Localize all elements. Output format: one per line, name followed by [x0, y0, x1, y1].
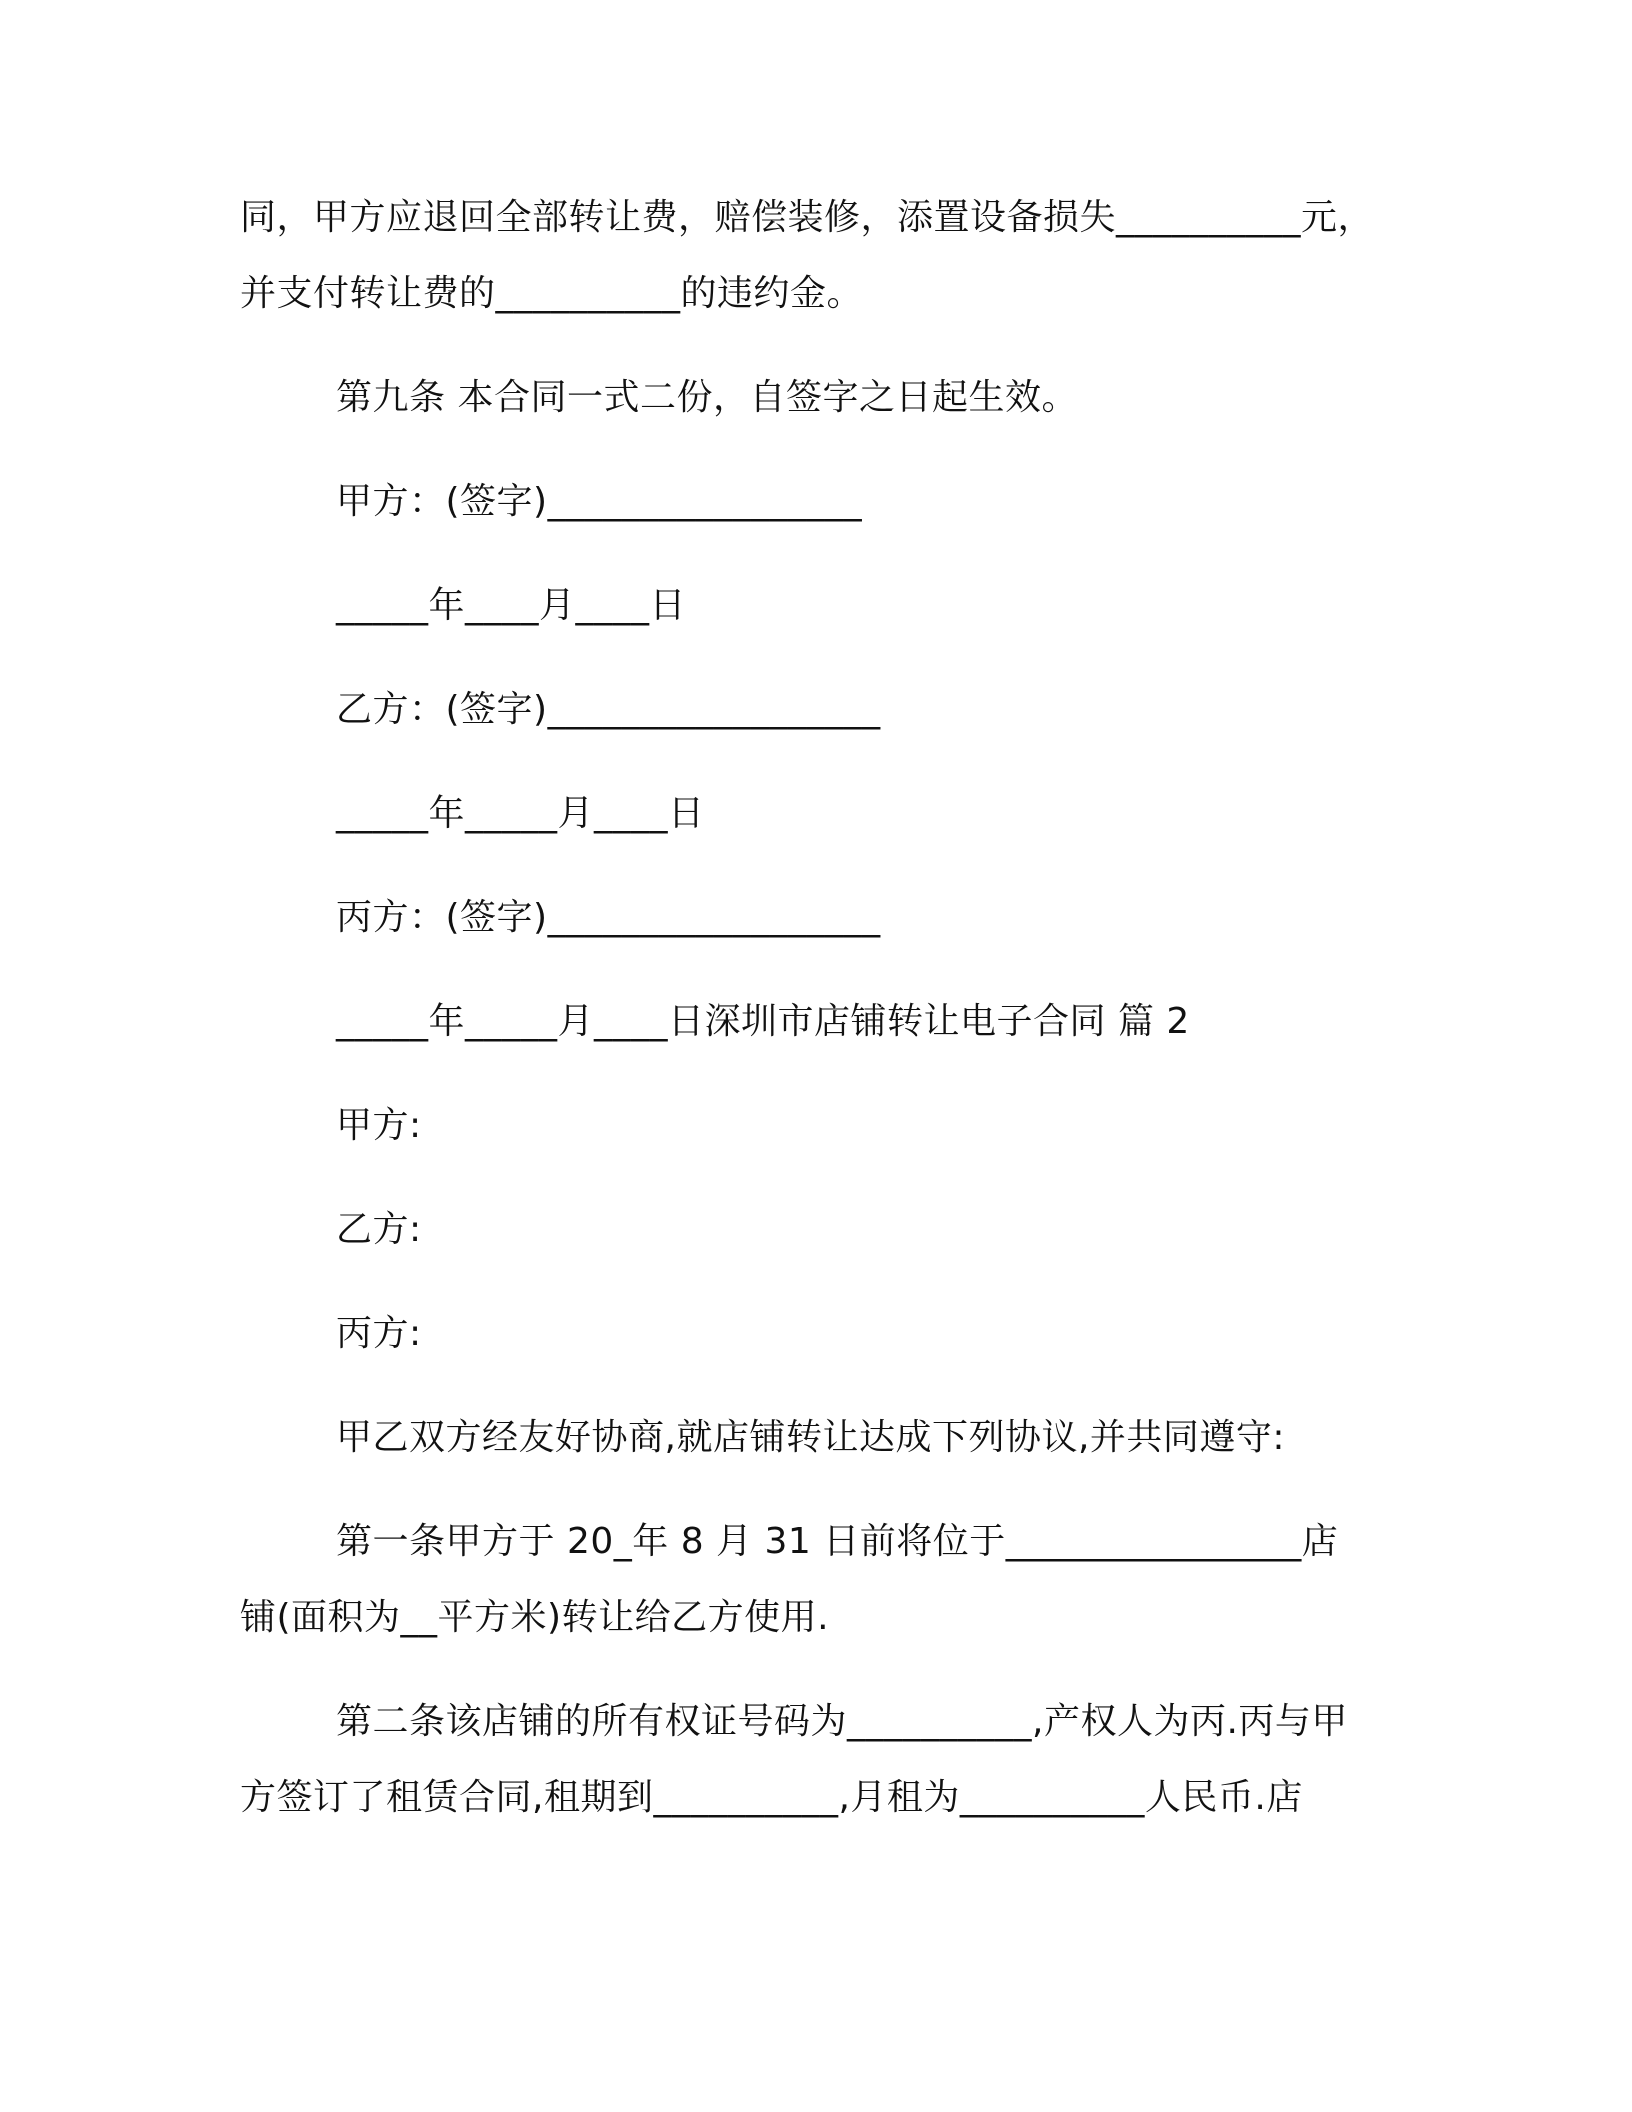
party-c-label: 丙方: [336, 1313, 422, 1354]
party-b-label: 乙方: [336, 1209, 422, 1250]
clause-two-line-1: 第二条该店铺的所有权证号码为__________,产权人为丙.丙与甲 [336, 1701, 1348, 1742]
clause-two-line-2: 方签订了租赁合同,租期到__________,月租为__________人民币.店 [240, 1777, 1303, 1818]
clause-nine: 第九条 本合同一式二份，自签字之日起生效。 [336, 377, 1078, 418]
clause-one-line-1: 第一条甲方于 20_年 8 月 31 日前将位于________________店 [336, 1521, 1339, 1562]
party-c-signature: 丙方：(签字)__________________ [336, 897, 881, 938]
party-a-label: 甲方: [336, 1105, 422, 1146]
party-b-signature: 乙方：(签字)__________________ [336, 689, 881, 730]
paragraph-line: 并支付转让费的__________的违约金。 [240, 273, 864, 314]
party-a-date: _____年____月____日 [336, 585, 687, 626]
party-a-signature: 甲方：(签字)_________________ [336, 481, 863, 522]
paragraph-line: 同，甲方应退回全部转让费，赔偿装修，添置设备损失__________元， [240, 197, 1375, 238]
party-c-date-and-section-title: _____年_____月____日深圳市店铺转让电子合同 篇 2 [336, 1001, 1190, 1042]
clause-one-line-2: 铺(面积为__平方米)转让给乙方使用. [240, 1597, 830, 1638]
party-b-date: _____年_____月____日 [336, 793, 705, 834]
agreement-intro: 甲乙双方经友好协商,就店铺转让达成下列协议,并共同遵守: [336, 1417, 1286, 1458]
